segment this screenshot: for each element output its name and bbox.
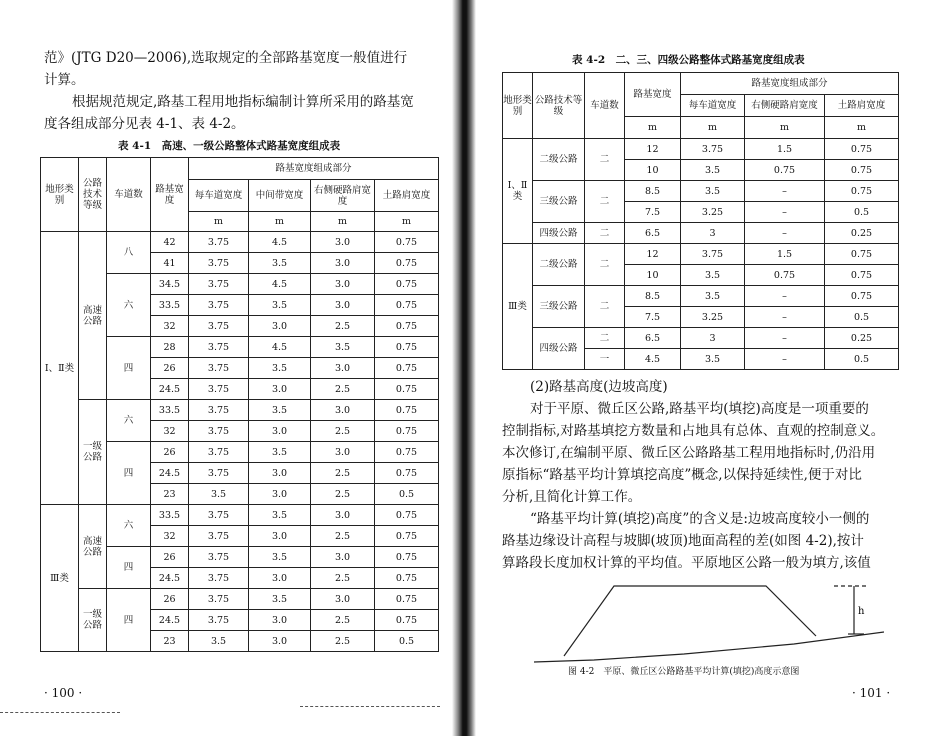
page-number: · 100 · bbox=[44, 686, 83, 700]
data-cell: 24.5 bbox=[151, 463, 189, 484]
data-cell: 0.75 bbox=[745, 160, 825, 181]
body-line: 路基边缘设计高程与坡脚(坡顶)地面高程的差(如图 4-2),按计 bbox=[502, 533, 864, 549]
data-cell: 3.75 bbox=[189, 610, 249, 631]
data-cell: 0.75 bbox=[375, 358, 439, 379]
data-cell: 23 bbox=[151, 631, 189, 652]
terrain-cell: Ⅲ类 bbox=[41, 505, 79, 652]
grade-cell: 高速公路 bbox=[79, 505, 107, 589]
data-cell: 3.5 bbox=[249, 253, 311, 274]
data-cell: 2.5 bbox=[311, 610, 375, 631]
grade-cell: 一级公路 bbox=[79, 589, 107, 652]
data-cell: 4.5 bbox=[249, 232, 311, 253]
lanes-cell: 六 bbox=[107, 400, 151, 442]
body-line: 本次修订,在编制平原、微丘区公路路基工程用地指标时,仍沿用 bbox=[502, 445, 876, 461]
header-cell: 右侧硬路肩宽度 bbox=[745, 95, 825, 117]
figure-caption: 图 4-2 平原、微丘区公路路基平均计算(填挖)高度示意图 bbox=[568, 667, 800, 677]
ground-line bbox=[534, 632, 884, 662]
right-page bbox=[478, 0, 934, 736]
data-cell: 0.75 bbox=[825, 244, 899, 265]
data-cell: 0.5 bbox=[375, 631, 439, 652]
data-cell: 3.75 bbox=[189, 421, 249, 442]
data-cell: 34.5 bbox=[151, 274, 189, 295]
data-cell: 3.0 bbox=[311, 589, 375, 610]
header-cell: 公路技术等级 bbox=[533, 73, 585, 139]
header-cell: 地形类别 bbox=[41, 158, 79, 232]
unit-cell: m bbox=[311, 212, 375, 232]
grade-cell: 一级公路 bbox=[79, 400, 107, 505]
body-line: 分析,且简化计算工作。 bbox=[502, 489, 642, 505]
embankment-diagram bbox=[534, 578, 884, 664]
data-cell: 3.0 bbox=[249, 316, 311, 337]
lanes-cell: 四 bbox=[107, 337, 151, 400]
data-cell: 3.0 bbox=[311, 232, 375, 253]
data-cell: 32 bbox=[151, 316, 189, 337]
header-cell: 路基宽度 bbox=[625, 73, 681, 117]
data-cell: 0.75 bbox=[375, 526, 439, 547]
data-cell: 3.75 bbox=[189, 400, 249, 421]
data-cell: 32 bbox=[151, 421, 189, 442]
grade-cell: 三级公路 bbox=[533, 181, 585, 223]
table-caption: 表 4-2 二、三、四级公路整体式路基宽度组成表 bbox=[572, 54, 805, 66]
data-cell: 0.75 bbox=[375, 421, 439, 442]
data-cell: 0.5 bbox=[825, 202, 899, 223]
data-cell: 3.75 bbox=[189, 568, 249, 589]
data-cell: 3.75 bbox=[681, 244, 745, 265]
data-cell: 3.5 bbox=[249, 589, 311, 610]
data-cell: 3.75 bbox=[189, 463, 249, 484]
terrain-cell: Ⅰ、Ⅱ类 bbox=[503, 139, 533, 244]
data-cell: 2.5 bbox=[311, 421, 375, 442]
data-cell: 3.5 bbox=[681, 181, 745, 202]
data-cell: 7.5 bbox=[625, 307, 681, 328]
data-cell: 0.75 bbox=[375, 316, 439, 337]
page-number: · 101 · bbox=[852, 686, 891, 700]
unit-cell: m bbox=[825, 117, 899, 139]
header-cell: 每车道宽度 bbox=[189, 180, 249, 212]
lanes-cell: 二 bbox=[585, 181, 625, 223]
data-cell: 2.5 bbox=[311, 484, 375, 505]
body-line: 范》(JTG D20—2006),选取规定的全部路基宽度一般值进行 bbox=[44, 50, 408, 66]
data-cell: 3.0 bbox=[311, 358, 375, 379]
data-cell: 0.25 bbox=[825, 223, 899, 244]
data-cell: 24.5 bbox=[151, 568, 189, 589]
data-cell: 0.75 bbox=[375, 547, 439, 568]
unit-cell: m bbox=[745, 117, 825, 139]
data-cell: 28 bbox=[151, 337, 189, 358]
data-cell: 8.5 bbox=[625, 286, 681, 307]
data-cell: 3.0 bbox=[249, 568, 311, 589]
data-cell: 3.5 bbox=[189, 484, 249, 505]
data-cell: 3.75 bbox=[189, 358, 249, 379]
data-cell: 12 bbox=[625, 244, 681, 265]
grade-cell: 三级公路 bbox=[533, 286, 585, 328]
body-line: “路基平均计算(填挖)高度”的含义是:边坡高度较小一侧的 bbox=[530, 511, 870, 527]
data-cell: 4.5 bbox=[249, 274, 311, 295]
data-cell: 3.75 bbox=[189, 379, 249, 400]
data-cell: 24.5 bbox=[151, 379, 189, 400]
data-cell: 0.75 bbox=[375, 379, 439, 400]
data-cell: 0.25 bbox=[825, 328, 899, 349]
header-cell: 路基宽度组成部分 bbox=[189, 158, 439, 180]
terrain-cell: Ⅲ类 bbox=[503, 244, 533, 370]
header-cell: 路基宽度 bbox=[151, 158, 189, 232]
data-cell: 3.5 bbox=[249, 358, 311, 379]
data-cell: 0.75 bbox=[375, 568, 439, 589]
data-cell: 3.75 bbox=[189, 274, 249, 295]
grade-cell: 二级公路 bbox=[533, 244, 585, 286]
data-cell: 26 bbox=[151, 589, 189, 610]
header-cell: 车道数 bbox=[107, 158, 151, 232]
data-cell: 3.5 bbox=[249, 400, 311, 421]
lanes-cell: 二 bbox=[585, 139, 625, 181]
data-cell: 3.75 bbox=[681, 139, 745, 160]
data-cell: 3.75 bbox=[189, 589, 249, 610]
data-cell: – bbox=[745, 286, 825, 307]
data-cell: 3.0 bbox=[311, 274, 375, 295]
data-cell: 33.5 bbox=[151, 400, 189, 421]
data-cell: – bbox=[745, 307, 825, 328]
data-cell: 3.5 bbox=[681, 349, 745, 370]
scan-artifact bbox=[300, 706, 440, 707]
grade-cell: 四级公路 bbox=[533, 223, 585, 244]
lanes-cell: 二 bbox=[585, 286, 625, 328]
data-cell: 0.75 bbox=[375, 442, 439, 463]
data-cell: 0.75 bbox=[825, 160, 899, 181]
data-cell: 3.5 bbox=[681, 265, 745, 286]
data-cell: 2.5 bbox=[311, 463, 375, 484]
data-cell: 3.0 bbox=[249, 484, 311, 505]
data-cell: 3 bbox=[681, 328, 745, 349]
data-cell: 3.0 bbox=[249, 421, 311, 442]
data-cell: 3.75 bbox=[189, 547, 249, 568]
data-cell: 3.75 bbox=[189, 295, 249, 316]
data-cell: 0.75 bbox=[825, 265, 899, 286]
data-cell: 41 bbox=[151, 253, 189, 274]
body-line: 对于平原、微丘区公路,路基平均(填挖)高度是一项重要的 bbox=[530, 401, 869, 417]
data-cell: 23 bbox=[151, 484, 189, 505]
data-cell: 33.5 bbox=[151, 295, 189, 316]
data-cell: 0.75 bbox=[375, 610, 439, 631]
data-cell: 4.5 bbox=[249, 337, 311, 358]
header-cell: 车道数 bbox=[585, 73, 625, 139]
section-heading: (2)路基高度(边坡高度) bbox=[530, 379, 668, 395]
data-cell: 3.0 bbox=[311, 295, 375, 316]
header-cell: 中间带宽度 bbox=[249, 180, 311, 212]
data-cell: 0.5 bbox=[825, 307, 899, 328]
data-cell: 0.75 bbox=[375, 505, 439, 526]
data-cell: 8.5 bbox=[625, 181, 681, 202]
unit-cell: m bbox=[249, 212, 311, 232]
data-cell: 3.0 bbox=[249, 610, 311, 631]
data-cell: 3.0 bbox=[311, 253, 375, 274]
data-cell: 1.5 bbox=[745, 244, 825, 265]
data-cell: 42 bbox=[151, 232, 189, 253]
table-caption: 表 4-1 高速、一级公路整体式路基宽度组成表 bbox=[118, 140, 341, 152]
grade-cell: 二级公路 bbox=[533, 139, 585, 181]
data-cell: 3.75 bbox=[189, 442, 249, 463]
header-cell: 右侧硬路肩宽度 bbox=[311, 180, 375, 212]
header-cell: 公路技术等级 bbox=[79, 158, 107, 232]
data-cell: 4.5 bbox=[625, 349, 681, 370]
data-cell: 0.75 bbox=[375, 337, 439, 358]
lanes-cell: 六 bbox=[107, 274, 151, 337]
data-cell: 3.0 bbox=[249, 631, 311, 652]
data-cell: 3.25 bbox=[681, 307, 745, 328]
data-cell: – bbox=[745, 223, 825, 244]
data-cell: 0.75 bbox=[375, 295, 439, 316]
data-cell: 2.5 bbox=[311, 631, 375, 652]
data-cell: 24.5 bbox=[151, 610, 189, 631]
data-cell: 0.75 bbox=[825, 181, 899, 202]
lanes-cell: 六 bbox=[107, 505, 151, 547]
header-cell: 土路肩宽度 bbox=[375, 180, 439, 212]
data-cell: 3.75 bbox=[189, 232, 249, 253]
lanes-cell: 二 bbox=[585, 223, 625, 244]
book-spine bbox=[452, 0, 476, 736]
grade-cell: 高速公路 bbox=[79, 232, 107, 400]
lanes-cell: 一 bbox=[585, 349, 625, 370]
data-cell: 3 bbox=[681, 223, 745, 244]
data-cell: 0.5 bbox=[825, 349, 899, 370]
data-cell: 10 bbox=[625, 265, 681, 286]
data-cell: 2.5 bbox=[311, 526, 375, 547]
data-cell: 3.75 bbox=[189, 337, 249, 358]
data-cell: 0.75 bbox=[825, 139, 899, 160]
header-cell: 路基宽度组成部分 bbox=[681, 73, 899, 95]
data-cell: 0.75 bbox=[375, 400, 439, 421]
data-cell: 3.0 bbox=[311, 442, 375, 463]
lanes-cell: 四 bbox=[107, 442, 151, 505]
body-line: 根据规范规定,路基工程用地指标编制计算所采用的路基宽 bbox=[72, 94, 414, 110]
data-cell: 3.25 bbox=[681, 202, 745, 223]
lanes-cell: 四 bbox=[107, 589, 151, 652]
data-cell: 3.0 bbox=[311, 505, 375, 526]
lanes-cell: 二 bbox=[585, 328, 625, 349]
body-line: 算路段长度加权计算的平均值。平原地区公路一般为填方,该值 bbox=[502, 555, 871, 571]
grade-cell: 四级公路 bbox=[533, 328, 585, 370]
data-cell: 0.5 bbox=[375, 484, 439, 505]
body-line: 控制指标,对路基填挖方数量和占地具有总体、直观的控制意义。 bbox=[502, 423, 885, 439]
data-cell: 2.5 bbox=[311, 316, 375, 337]
table-4-1 bbox=[40, 157, 439, 652]
data-cell: 26 bbox=[151, 358, 189, 379]
data-cell: 3.75 bbox=[189, 316, 249, 337]
data-cell: 33.5 bbox=[151, 505, 189, 526]
data-cell: 3.5 bbox=[249, 547, 311, 568]
data-cell: 2.5 bbox=[311, 568, 375, 589]
data-cell: 3.5 bbox=[249, 442, 311, 463]
data-cell: 0.75 bbox=[825, 286, 899, 307]
data-cell: 0.75 bbox=[375, 253, 439, 274]
lanes-cell: 四 bbox=[107, 547, 151, 589]
data-cell: 26 bbox=[151, 547, 189, 568]
header-cell: 地形类别 bbox=[503, 73, 533, 139]
lanes-cell: 八 bbox=[107, 232, 151, 274]
unit-cell: m bbox=[625, 117, 681, 139]
height-label: h bbox=[858, 606, 865, 617]
data-cell: – bbox=[745, 328, 825, 349]
body-line: 计算。 bbox=[44, 72, 85, 88]
terrain-cell: Ⅰ、Ⅱ类 bbox=[41, 232, 79, 505]
data-cell: 6.5 bbox=[625, 328, 681, 349]
data-cell: 3.75 bbox=[189, 505, 249, 526]
data-cell: 3.75 bbox=[189, 526, 249, 547]
data-cell: 0.75 bbox=[375, 589, 439, 610]
data-cell: 3.0 bbox=[249, 526, 311, 547]
data-cell: 3.75 bbox=[189, 253, 249, 274]
data-cell: 3.5 bbox=[681, 286, 745, 307]
data-cell: 12 bbox=[625, 139, 681, 160]
unit-cell: m bbox=[681, 117, 745, 139]
data-cell: 10 bbox=[625, 160, 681, 181]
table-4-2 bbox=[502, 72, 899, 370]
data-cell: 3.5 bbox=[249, 505, 311, 526]
data-cell: 2.5 bbox=[311, 379, 375, 400]
data-cell: 3.0 bbox=[311, 547, 375, 568]
unit-cell: m bbox=[189, 212, 249, 232]
scan-artifact bbox=[0, 712, 120, 713]
data-cell: – bbox=[745, 349, 825, 370]
data-cell: 3.5 bbox=[189, 631, 249, 652]
data-cell: 3.5 bbox=[249, 295, 311, 316]
body-line: 原指标“路基平均计算填挖高度”概念,以保持延续性,便于对比 bbox=[502, 467, 862, 483]
data-cell: 1.5 bbox=[745, 139, 825, 160]
body-line: 度各组成部分见表 4-1、表 4-2。 bbox=[44, 116, 245, 132]
left-page bbox=[0, 0, 450, 736]
header-cell: 土路肩宽度 bbox=[825, 95, 899, 117]
data-cell: 7.5 bbox=[625, 202, 681, 223]
data-cell: 3.5 bbox=[311, 337, 375, 358]
data-cell: 26 bbox=[151, 442, 189, 463]
data-cell: 0.75 bbox=[375, 463, 439, 484]
lanes-cell: 二 bbox=[585, 244, 625, 286]
data-cell: 32 bbox=[151, 526, 189, 547]
data-cell: 3.0 bbox=[249, 463, 311, 484]
data-cell: 0.75 bbox=[375, 232, 439, 253]
data-cell: – bbox=[745, 181, 825, 202]
data-cell: 3.5 bbox=[681, 160, 745, 181]
header-cell: 每车道宽度 bbox=[681, 95, 745, 117]
unit-cell: m bbox=[375, 212, 439, 232]
data-cell: 6.5 bbox=[625, 223, 681, 244]
data-cell: – bbox=[745, 202, 825, 223]
data-cell: 0.75 bbox=[375, 274, 439, 295]
data-cell: 3.0 bbox=[249, 379, 311, 400]
data-cell: 0.75 bbox=[745, 265, 825, 286]
data-cell: 3.0 bbox=[311, 400, 375, 421]
